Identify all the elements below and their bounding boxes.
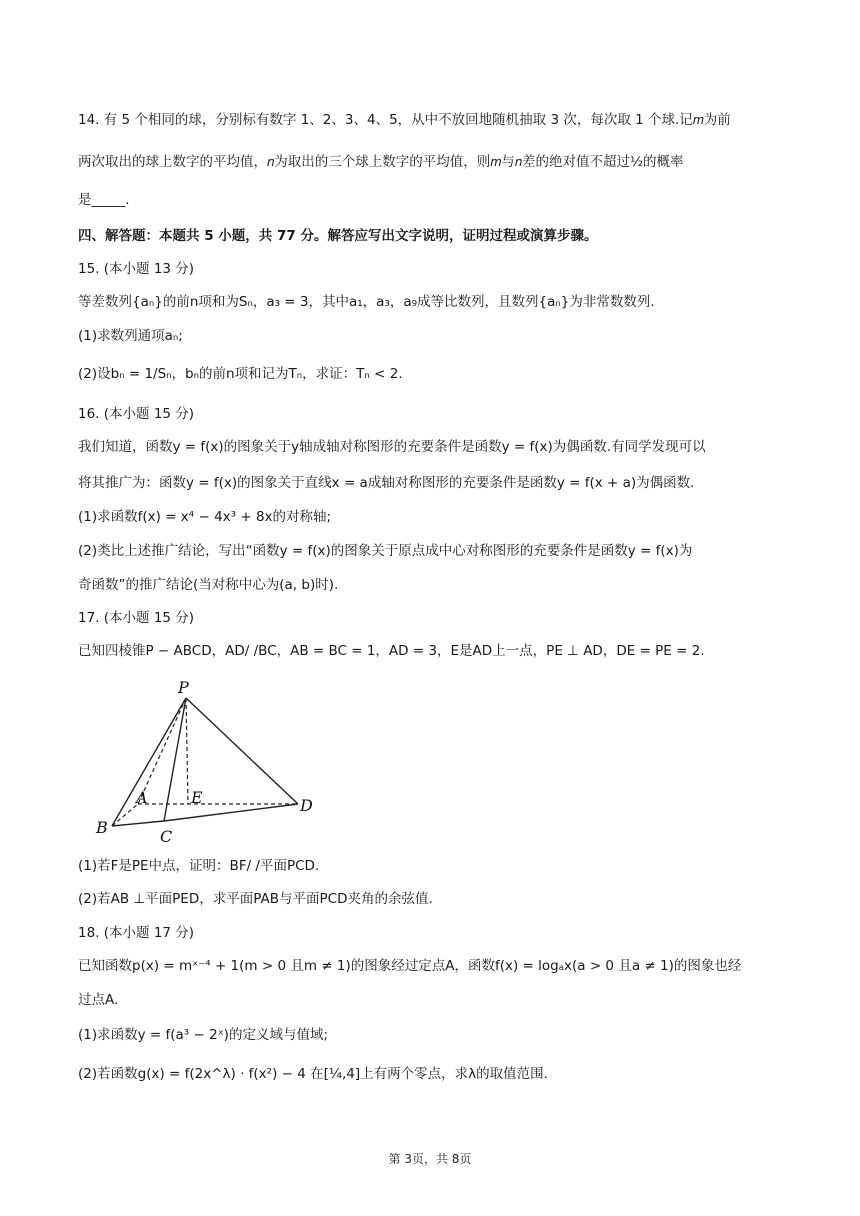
q16-part-1: (1)求函数f(x) = x⁴ − 4x³ + 8x的对称轴; [78,509,332,525]
label-C: C [160,827,173,846]
edge-BC [112,821,164,826]
q17-stem: 已知四棱锥P − ABCD，AD/ /BC，AB = BC = 1，AD = 3，E是AD上一点，PE ⊥ AD，DE = PE = 2. [78,643,705,659]
section-heading: 四、解答题：本题共 5 小题，共 77 分。解答应写出文字说明，证明过程或演算步骤。 [78,228,598,244]
label-E: E [191,788,203,807]
q15-part-2: (2)设bₙ = 1/Sₙ，bₙ的前n项和记为Tₙ，求证：Tₙ < 2. [78,366,403,382]
q14-line-3: 是_____. [78,192,130,208]
edge-PD [186,698,298,804]
q17-header: 17. (本小题 15 分) [78,610,195,626]
q15-part-1: (1)求数列通项aₙ; [78,328,183,344]
q18-stem-1: 已知函数p(x) = mˣ⁻⁴ + 1(m > 0 且m ≠ 1)的图象经过定点A，函数f(x) = logₐx(a > 0 且a ≠ 1)的图象也经 [78,958,742,974]
label-B: B [96,818,108,837]
q18-stem-2: 过点A. [78,992,119,1008]
q14-line-1: 14. 有 5 个相同的球，分别标有数字 1、2、3、4、5，从中不放回地随机抽取 3 次，每次取 1 个球.记𝑚为前 [78,112,731,128]
page-footer: 第 3页，共 8页 [388,1152,472,1166]
q18-part-2: (2)若函数g(x) = f(2x^λ) · f(x²) − 4 在[¼,4]上有两个零点，求λ的取值范围. [78,1066,548,1082]
q14-line-2: 两次取出的球上数字的平均值，𝑛为取出的三个球上数字的平均值，则𝑚与𝑛差的绝对值不超过½的概率 [78,154,684,170]
q16-stem-2: 将其推广为：函数y = f(x)的图象关于直线x = a成轴对称图形的充要条件是函数y = f(x + a)为偶函数. [78,475,695,491]
edge-AB [112,804,138,826]
label-D: D [300,796,313,815]
q16-header: 16. (本小题 15 分) [78,406,195,422]
q17-part-2: (2)若AB ⊥平面PED，求平面PAB与平面PCD夹角的余弦值. [78,891,433,907]
label-P: P [178,678,189,697]
q18-part-1: (1)求函数y = f(a³ − 2ˣ)的定义域与值域; [78,1027,329,1043]
q16-part-2-line-2: 奇函数”的推广结论(当对称中心为(a, b)时). [78,577,339,593]
pyramid-figure [88,676,328,850]
q15-stem: 等差数列{aₙ}的前n项和为Sₙ，a₃ = 3，其中a₁，a₃，a₉成等比数列，且数列{aₙ}为非常数数列. [78,294,655,310]
q18-header: 18. (本小题 17 分) [78,925,195,941]
q17-part-1: (1)若F是PE中点，证明：BF/ /平面PCD. [78,858,320,874]
edge-PE [186,698,188,804]
q16-stem-1: 我们知道，函数y = f(x)的图象关于y轴成轴对称图形的充要条件是函数y = f(x)为偶函数.有同学发现可以 [78,439,706,455]
q16-part-2-line-1: (2)类比上述推广结论，写出“函数y = f(x)的图象关于原点成中心对称图形的充要条件是函数y = f(x)为 [78,543,693,559]
q15-header: 15. (本小题 13 分) [78,261,195,277]
label-A: A [136,788,148,807]
edge-CD [164,804,298,821]
